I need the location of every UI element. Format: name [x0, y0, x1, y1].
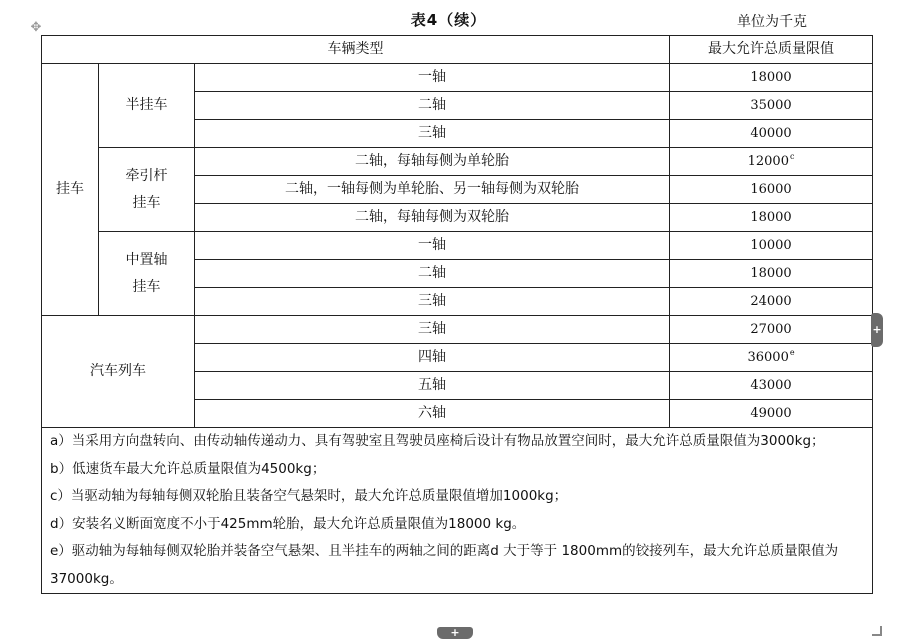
center-axle-trailer-label: 中置轴挂车: [99, 232, 195, 316]
axle-cell: 三轴: [195, 288, 670, 316]
value-cell: 18000: [670, 64, 873, 92]
add-column-handle[interactable]: +: [871, 313, 883, 347]
value-cell: 43000: [670, 372, 873, 400]
table-row: [42, 148, 873, 176]
value-cell: 49000: [670, 400, 873, 428]
footnote-marker: c: [789, 152, 795, 161]
footnote-a: a）当采用方向盘转向、由传动轴传递动力、具有驾驶室且驾驶员座椅后设计有物品放置空间时，最大允许总质量限值为3000kg；: [50, 433, 825, 449]
footnote-e: e）驱动轴为每轴每侧双轮胎并装备空气悬架、且半挂车的两轴之间的距离d 大于等于 1800mm的铰接列车，最大允许总质量限值为37000kg。: [50, 543, 839, 587]
footnote-d: d）安装名义断面宽度不小于425mm轮胎，最大允许总质量限值为18000 kg。: [50, 515, 526, 532]
table-resize-grip-icon[interactable]: [872, 626, 882, 636]
table-row: [42, 232, 873, 260]
trailer-group-label: 挂车: [42, 64, 99, 316]
header-mass-limit: 最大允许总质量限值: [670, 36, 873, 64]
value-cell: 18000: [670, 204, 873, 232]
axle-cell: 二轴: [195, 260, 670, 288]
footnote-c: c）当驱动轴为每轴每侧双轮胎且装备空气悬架时，最大允许总质量限值增加1000kg；: [50, 488, 568, 504]
value-cell: 16000: [670, 176, 873, 204]
notes-row: [42, 428, 873, 594]
value-cell: 12000$^c$: [670, 148, 873, 176]
header-row: [42, 36, 873, 64]
drawbar-trailer-label: 牵引杆挂车: [99, 148, 195, 232]
value-cell: 24000: [670, 288, 873, 316]
axle-cell: 二轴，一轴每侧为单轮胎、另一轴每侧为双轮胎: [195, 176, 670, 204]
value-cell: 40000: [670, 120, 873, 148]
header-vehicle-type: 车辆类型: [42, 36, 670, 64]
axle-cell: 二轴，每轴每侧为单轮胎: [195, 148, 670, 176]
table-row: [42, 316, 873, 344]
axle-cell: 四轴: [195, 344, 670, 372]
axle-cell: 一轴: [195, 232, 670, 260]
axle-cell: 二轴，每轴每侧为双轮胎: [195, 204, 670, 232]
axle-cell: 五轴: [195, 372, 670, 400]
value-cell: 35000: [670, 92, 873, 120]
value-cell: 27000: [670, 316, 873, 344]
footnotes-cell: [42, 428, 873, 594]
axle-cell: 二轴: [195, 92, 670, 120]
mass-limit-table: [41, 35, 873, 594]
unit-label: 单位为千克: [737, 14, 807, 30]
footnote-marker: e: [789, 348, 795, 357]
axle-cell: 三轴: [195, 316, 670, 344]
axle-cell: 三轴: [195, 120, 670, 148]
table-row: [42, 64, 873, 92]
value-cell: 18000: [670, 260, 873, 288]
road-train-label: 汽车列车: [42, 316, 195, 428]
semi-trailer-label: 半挂车: [99, 64, 195, 148]
move-table-icon[interactable]: ✥: [30, 20, 42, 35]
axle-cell: 一轴: [195, 64, 670, 92]
table-title: 表4（续）: [410, 11, 487, 29]
value-cell: 10000: [670, 232, 873, 260]
add-row-handle[interactable]: +: [437, 627, 473, 639]
value-cell: 36000e: [670, 344, 873, 372]
axle-cell: 六轴: [195, 400, 670, 428]
footnote-b: b）低速货车最大允许总质量限值为4500kg；: [50, 460, 326, 477]
